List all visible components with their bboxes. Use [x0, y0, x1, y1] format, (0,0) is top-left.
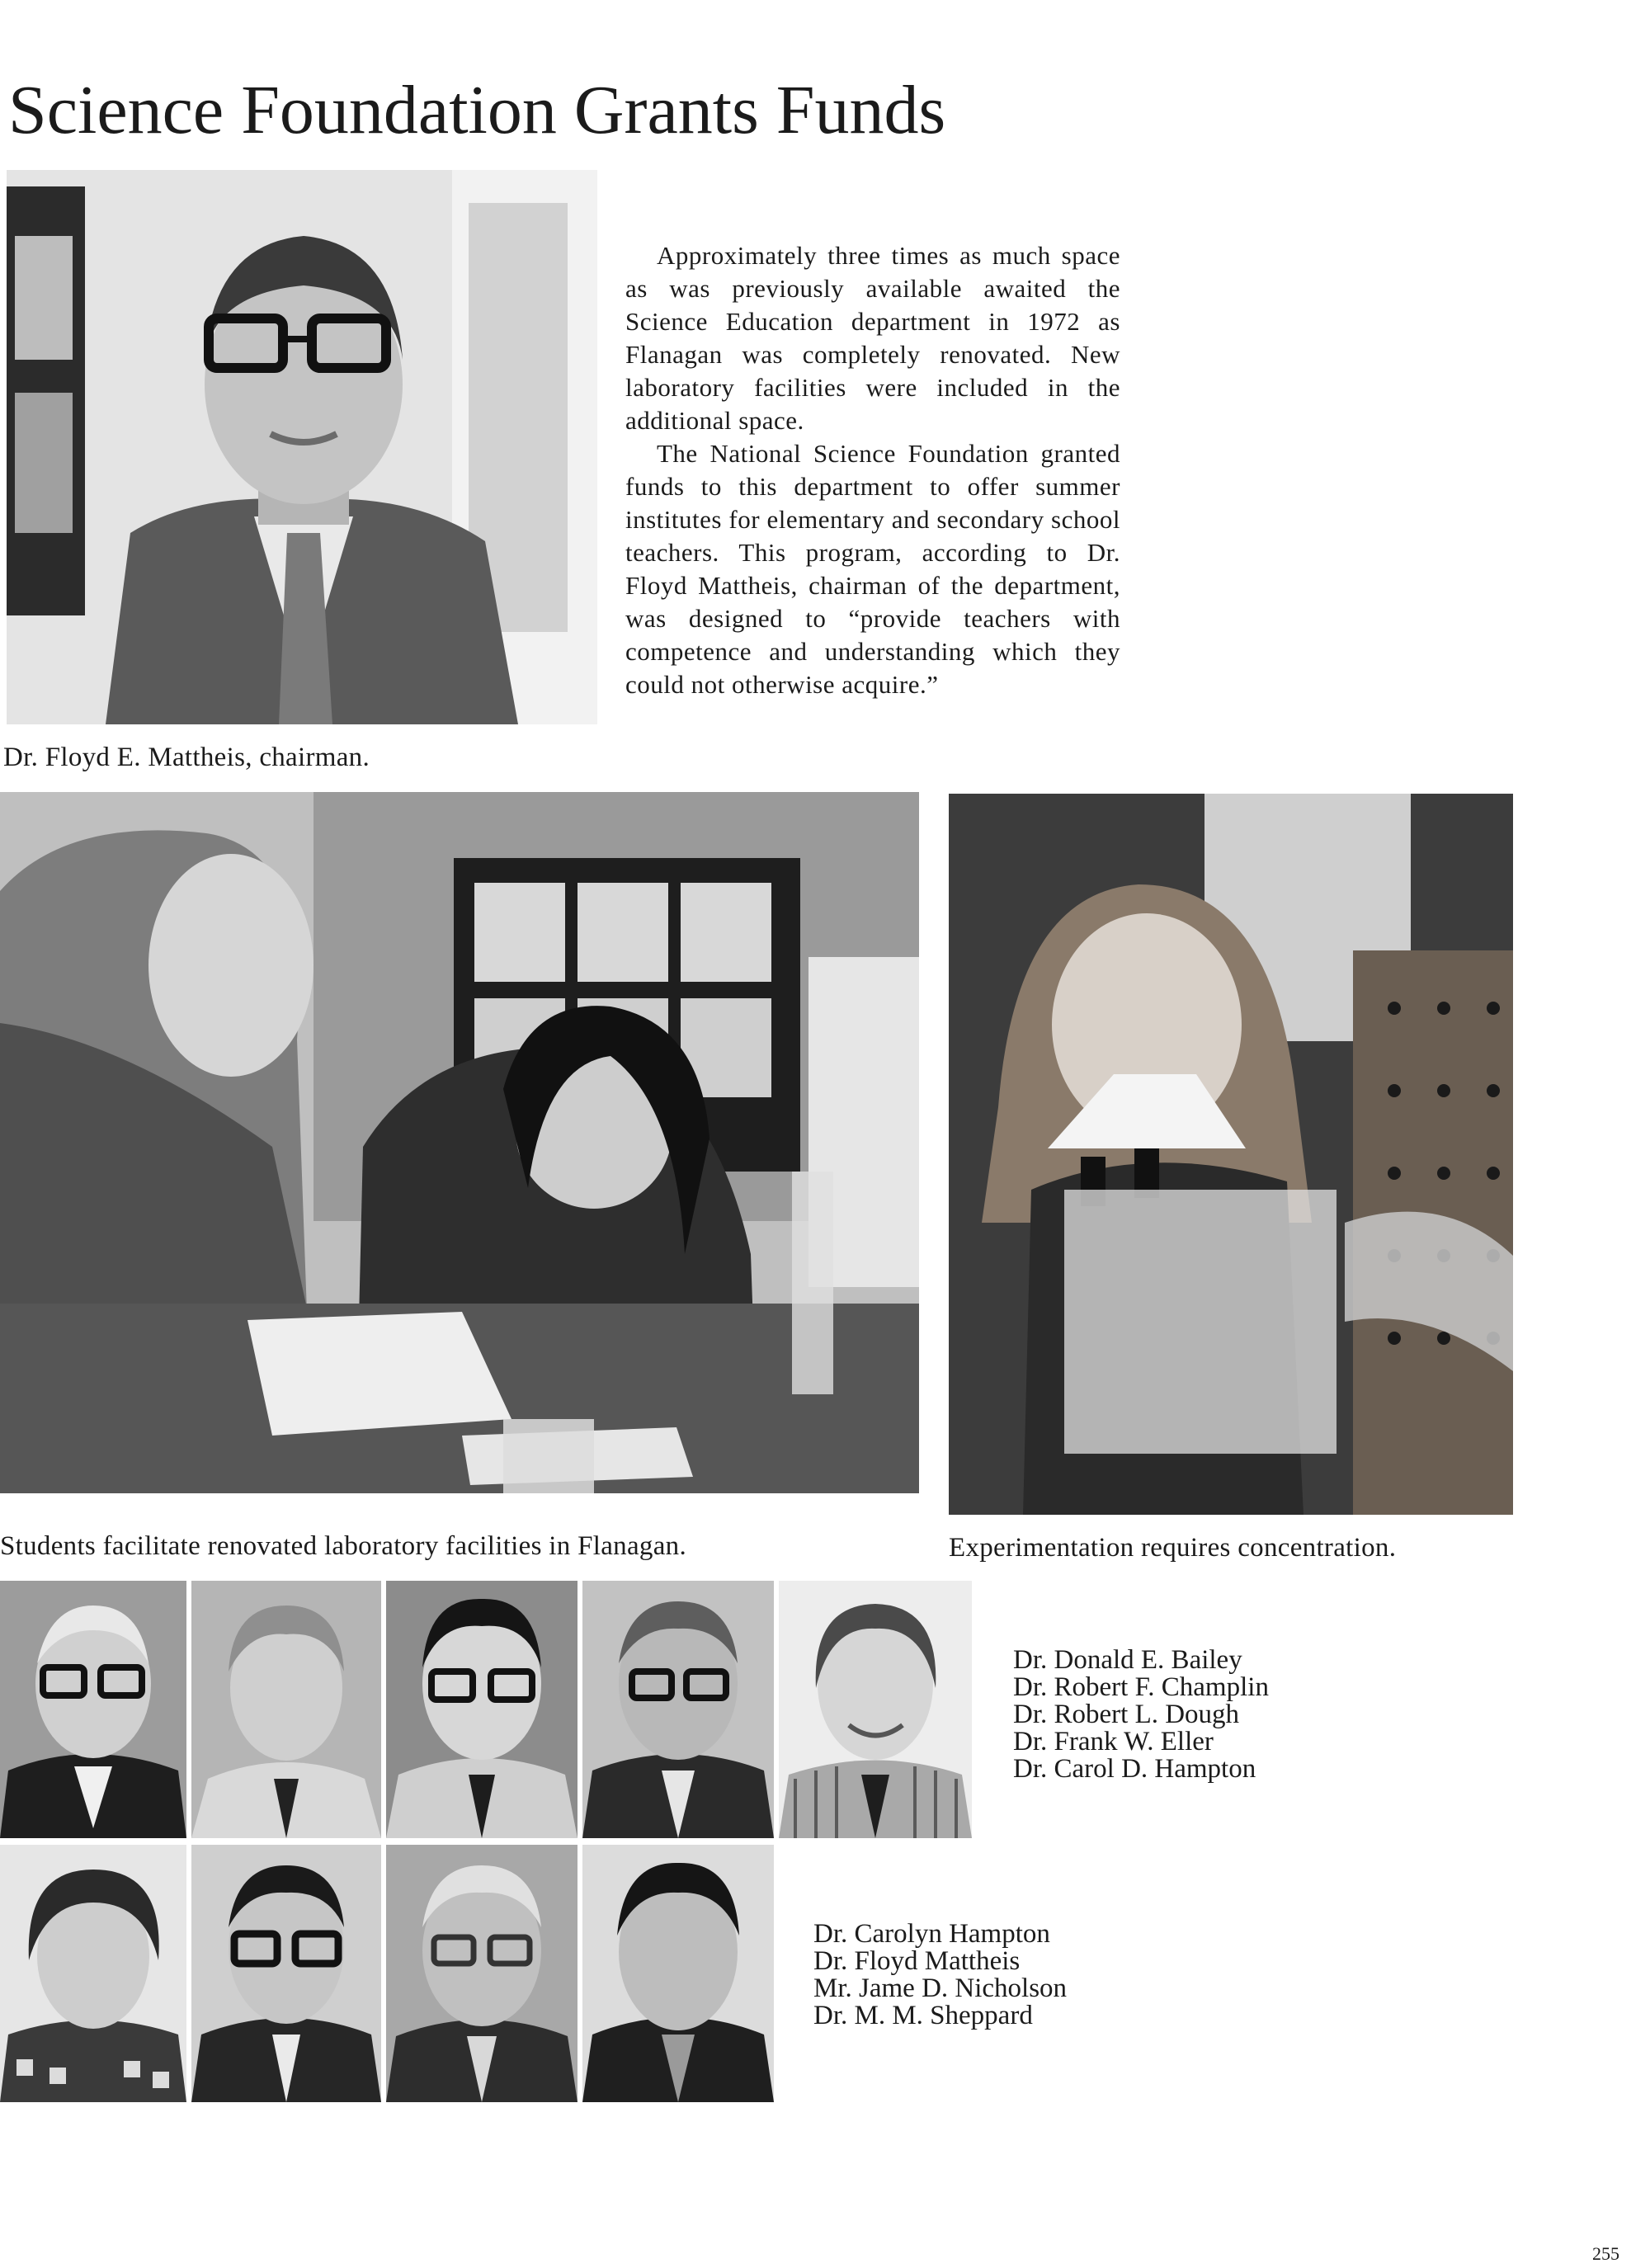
faculty-portrait: [0, 1581, 186, 1838]
article-paragraph: Approximately three times as much space as was previously available awaited the Science Education department in 1972 as Flanagan was completely renovated. New laboratory facilities were included in the additional space.: [625, 241, 1120, 435]
faculty-names-row1: [1013, 1647, 1269, 1783]
faculty-name: Dr. Carolyn Hampton: [813, 1919, 1050, 1949]
page-title: Science Foundation Grants Funds: [8, 72, 946, 149]
faculty-names-row2: [813, 1921, 1067, 2030]
faculty-portrait: [779, 1581, 972, 1838]
faculty-portrait: [582, 1845, 774, 2102]
chairman-caption: Dr. Floyd E. Mattheis, chairman.: [3, 743, 370, 772]
experiment-photo: [949, 794, 1513, 1515]
article-body: [625, 239, 1120, 701]
article-paragraph: The National Science Foundation granted funds to this department to offer summer institutes for elementary and secondary school teachers. This program, according to Dr. Floyd Mattheis, chairman of the department, was designed to “provide teachers with competence and understanding which they could not otherwise acquire.”: [625, 439, 1120, 699]
students-lab-photo: [0, 792, 919, 1493]
faculty-portrait: [191, 1581, 381, 1838]
chairman-photo: [7, 170, 597, 724]
students-caption: Students facilitate renovated laboratory facilities in Flanagan.: [0, 1531, 687, 1561]
faculty-name: Dr. Floyd Mattheis: [813, 1946, 1021, 1976]
page-number: 255: [1592, 2243, 1619, 2264]
faculty-portrait: [386, 1581, 578, 1838]
faculty-portrait: [582, 1581, 774, 1838]
faculty-name: Dr. Carol D. Hampton: [1013, 1754, 1256, 1784]
faculty-name: Dr. Robert L. Dough: [1013, 1700, 1240, 1729]
faculty-name: Dr. Robert F. Champlin: [1013, 1672, 1269, 1702]
faculty-portrait: [0, 1845, 186, 2102]
faculty-name: Dr. M. M. Sheppard: [813, 2001, 1033, 2030]
faculty-name: Mr. Jame D. Nicholson: [813, 1973, 1068, 2003]
faculty-name: Dr. Frank W. Eller: [1013, 1727, 1214, 1756]
faculty-portrait: [386, 1845, 578, 2102]
experiment-caption: Experimentation requires concentration.: [949, 1533, 1397, 1563]
faculty-portrait: [191, 1845, 381, 2102]
faculty-name: Dr. Donald E. Bailey: [1013, 1645, 1242, 1675]
